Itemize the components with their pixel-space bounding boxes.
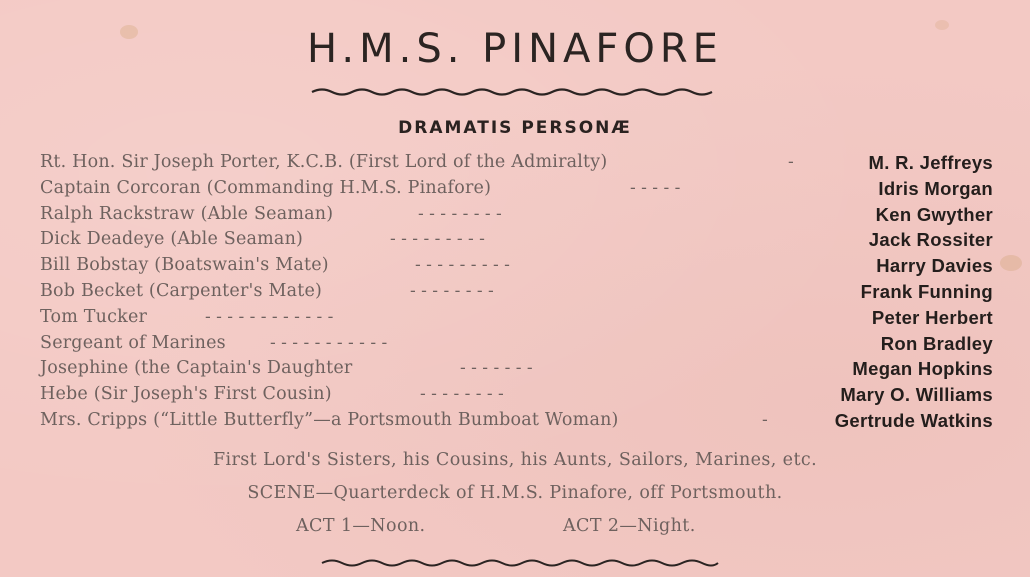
actor-name: Harry Davies bbox=[876, 255, 993, 277]
actor-name: Jack Rossiter bbox=[868, 229, 993, 251]
cast-row bbox=[40, 229, 995, 255]
cast-row bbox=[40, 333, 995, 359]
leader-dashes: - - - - - - - - bbox=[420, 384, 504, 405]
cast-row bbox=[40, 307, 995, 333]
actor-name: Gertrude Watkins bbox=[834, 409, 993, 431]
actor-name: Mary O. Williams bbox=[840, 384, 993, 406]
role-name: Josephine (the Captain's Daughter bbox=[40, 358, 353, 379]
actor-name: Ron Bradley bbox=[880, 332, 993, 354]
leader-dashes: - - - - - - - - bbox=[418, 203, 502, 224]
actor-name: Ken Gwyther bbox=[875, 203, 993, 225]
role-name: Dick Deadeye (Able Seaman) bbox=[40, 229, 304, 250]
leader-dashes: - - - - - - - - - bbox=[415, 255, 510, 276]
act-one: ACT 1—Noon. bbox=[296, 516, 426, 536]
leader-dashes: - - - - - bbox=[630, 177, 681, 198]
leader-dashes: - - - - - - - - - - - bbox=[270, 332, 388, 353]
actor-name: Idris Morgan bbox=[878, 177, 993, 199]
role-name: Ralph Rackstraw (Able Seaman) bbox=[40, 203, 334, 224]
programme-title: H.M.S. PINAFORE bbox=[307, 26, 723, 72]
leader-dashes: - bbox=[788, 152, 794, 172]
leader-dashes: - - - - - - - - - bbox=[390, 229, 485, 250]
cast-row bbox=[40, 410, 995, 436]
cast-row bbox=[40, 255, 995, 281]
role-name: Mrs. Cripps (“Little Butterfly”—a Portsmouth Bumboat Woman) bbox=[40, 409, 619, 430]
role-name: Bob Becket (Carpenter's Mate) bbox=[40, 280, 323, 301]
cast-row bbox=[40, 178, 995, 204]
scene-line: SCENE—Quarterdeck of H.M.S. Pinafore, off Portsmouth. bbox=[247, 483, 783, 503]
cast-row bbox=[40, 152, 995, 178]
cast-row bbox=[40, 204, 995, 230]
act-two: ACT 2—Night. bbox=[563, 516, 696, 536]
role-name: Sergeant of Marines bbox=[40, 332, 226, 353]
chorus-line: First Lord's Sisters, his Cousins, his Aunts, Sailors, Marines, etc. bbox=[212, 450, 818, 470]
role-name: Hebe (Sir Joseph's First Cousin) bbox=[40, 384, 332, 405]
leader-dashes: - - - - - - - bbox=[460, 358, 533, 379]
role-name: Captain Corcoran (Commanding H.M.S. Pinafore) bbox=[40, 177, 492, 198]
cast-row bbox=[40, 384, 995, 410]
cast-row bbox=[40, 281, 995, 307]
leader-dashes: - bbox=[762, 409, 768, 430]
role-name: Rt. Hon. Sir Joseph Porter, K.C.B. (First Lord of the Admiralty) bbox=[40, 152, 608, 172]
actor-name: Frank Funning bbox=[860, 280, 993, 302]
leader-dashes: - - - - - - - - bbox=[410, 280, 494, 301]
paper-stain bbox=[1000, 255, 1022, 271]
cast-row bbox=[40, 358, 995, 384]
actor-name: Megan Hopkins bbox=[852, 358, 993, 380]
decorative-rule-bottom bbox=[320, 556, 720, 568]
cast-list bbox=[40, 152, 995, 436]
role-name: Tom Tucker bbox=[40, 306, 148, 327]
actor-name: Peter Herbert bbox=[871, 306, 993, 328]
role-name: Bill Bobstay (Boatswain's Mate) bbox=[40, 255, 329, 276]
decorative-rule-top bbox=[310, 84, 720, 98]
actor-name: M. R. Jeffreys bbox=[868, 152, 993, 173]
dramatis-personae-heading: DRAMATIS PERSONÆ bbox=[398, 118, 632, 138]
leader-dashes: - - - - - - - - - - - - bbox=[205, 306, 334, 327]
